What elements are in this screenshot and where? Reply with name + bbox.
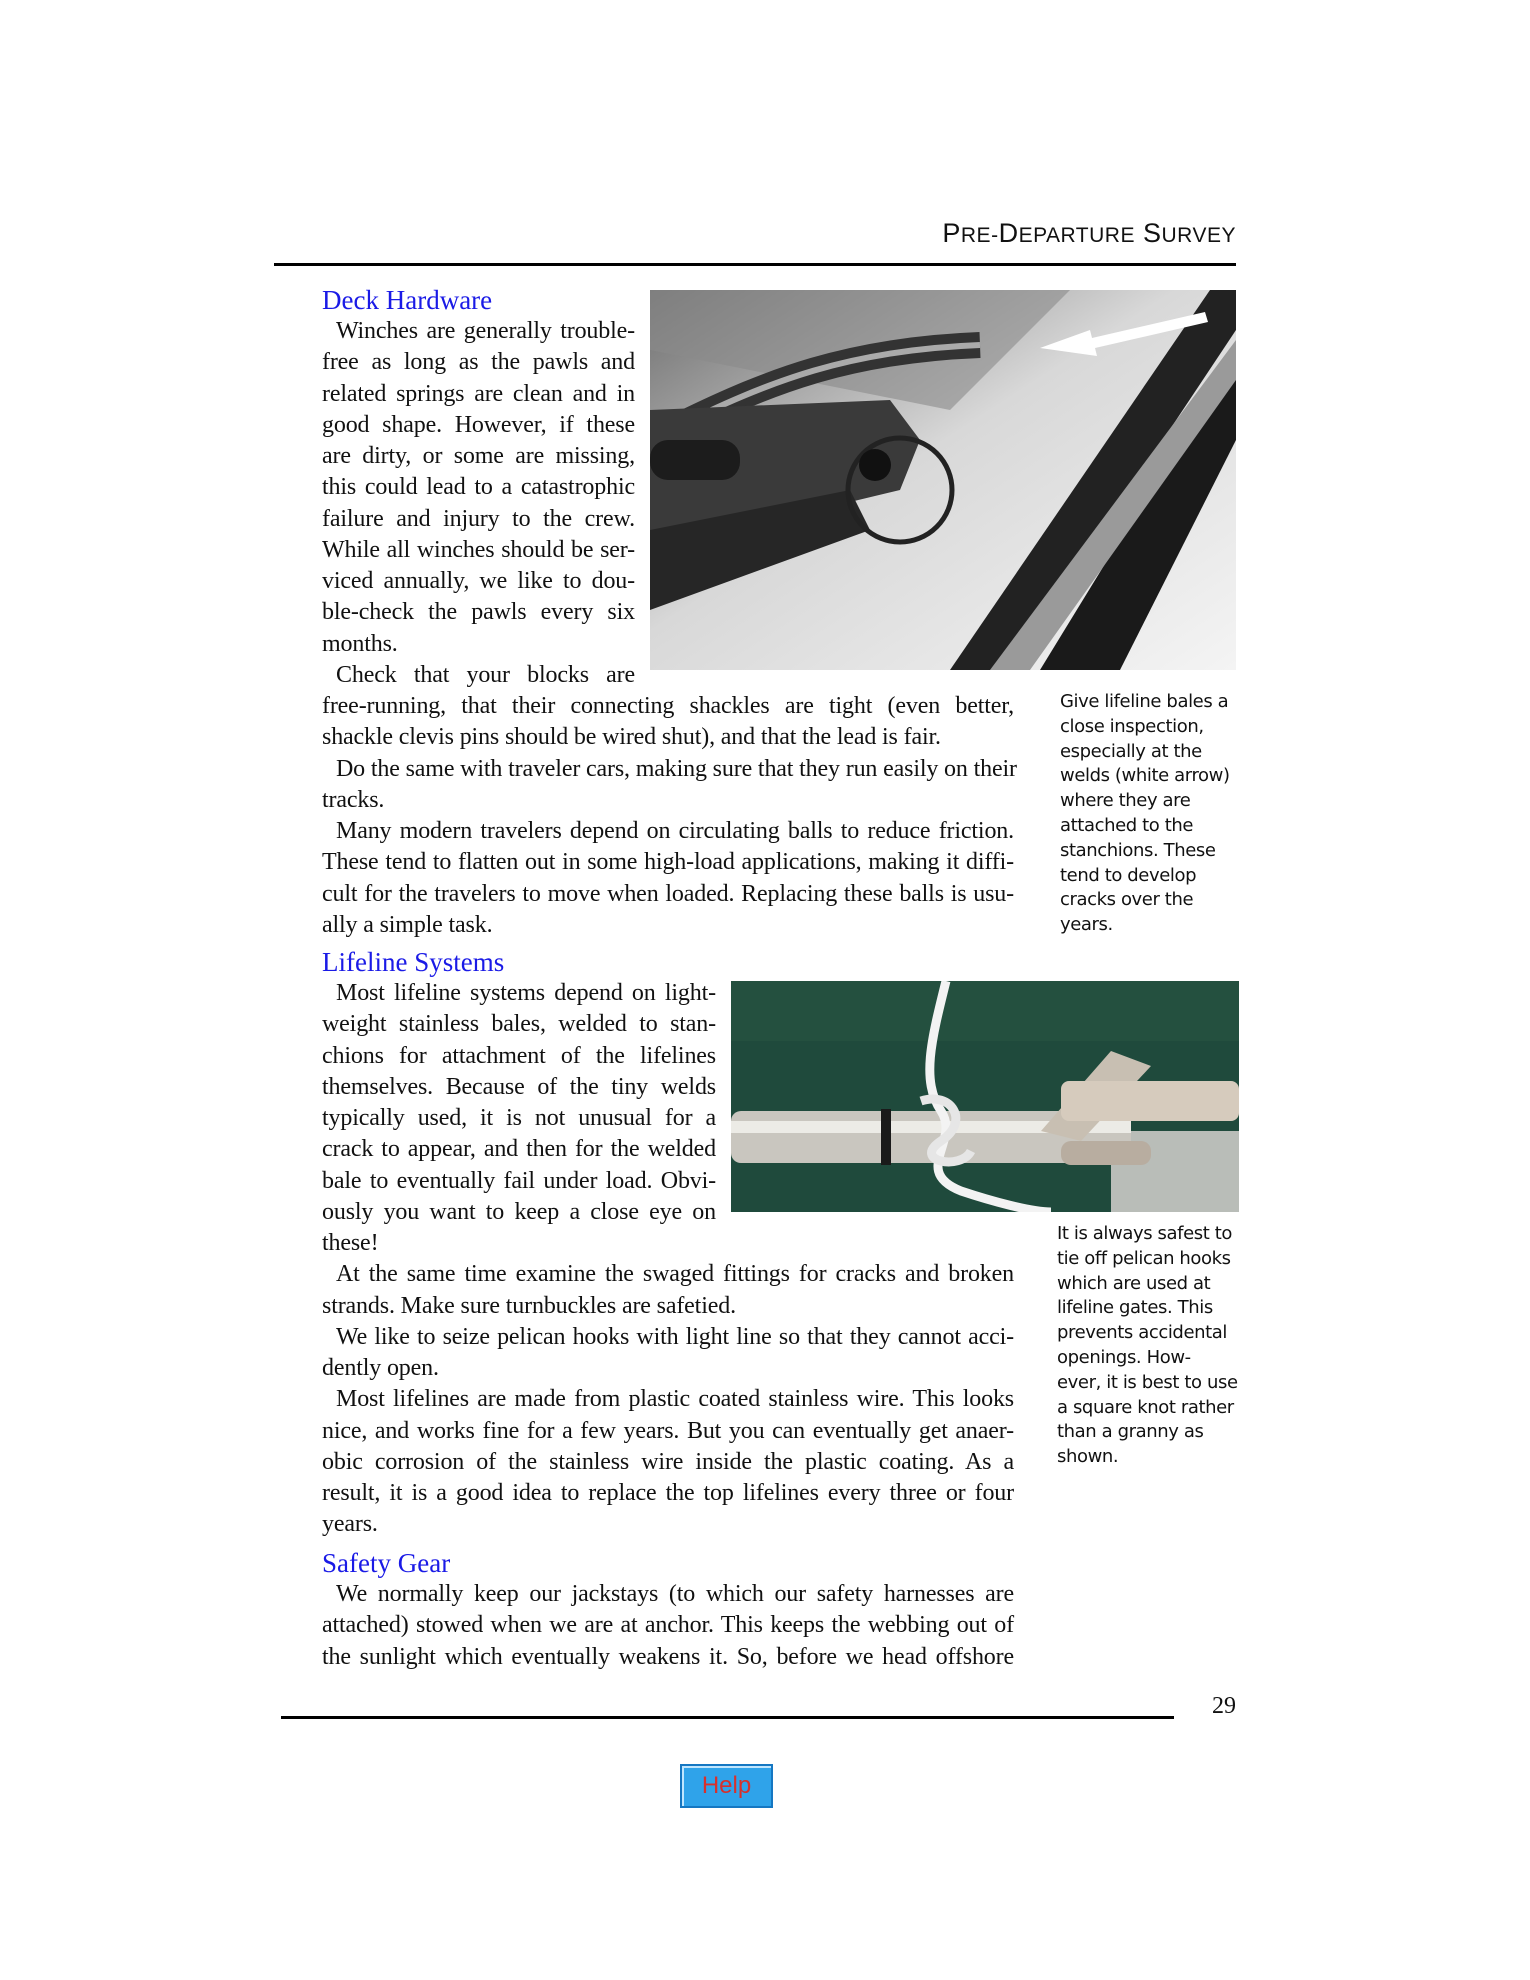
caption-line: which are used at	[1057, 1272, 1211, 1294]
bale-weld-photo	[650, 290, 1236, 670]
caption-line: tie off pelican hooks	[1057, 1247, 1231, 1269]
body-text-line: ble-check the pawls every six	[322, 599, 635, 626]
body-text-line: obic corrosion of the stainless wire inside the plastic coating. As a	[322, 1448, 1014, 1475]
body-text-line: nice, and works fine for a few years. But you can eventually get anaer-	[322, 1417, 1014, 1444]
body-text-line: tracks.	[322, 786, 385, 813]
body-text-line: These tend to flatten out in some high-load applications, making it diffi-	[322, 849, 1014, 876]
body-text-line: typically used, it is not unusual for a	[322, 1105, 716, 1131]
body-text-line: result, it is a good idea to replace the top lifelines every three or four	[322, 1480, 1014, 1506]
caption-line: tend to develop	[1060, 864, 1197, 886]
body-text-line: themselves. Because of the tiny welds	[322, 1073, 716, 1100]
caption-line: Give lifeline bales a	[1060, 691, 1229, 712]
body-text-line: Most lifeline systems depend on light-	[336, 980, 716, 1006]
body-text-line: crack to appear, and then for the welded	[322, 1136, 716, 1163]
body-text-line: Many modern travelers depend on circulating balls to reduce friction.	[336, 818, 1014, 844]
caption-line: openings. How-	[1057, 1346, 1191, 1368]
running-head: PRE-DEPARTURE SURVEY	[942, 218, 1236, 248]
section-heading: Lifeline Systems	[322, 947, 505, 977]
footer-rule	[281, 1716, 1174, 1719]
body-text-line: dently open.	[322, 1355, 439, 1381]
bale-photo-caption	[1060, 690, 1230, 938]
body-text-line: We like to seize pelican hooks with light line so that they cannot acci-	[336, 1323, 1014, 1350]
body-text-line: Check that your blocks are	[336, 661, 635, 688]
section-heading: Safety Gear	[322, 1548, 451, 1578]
caption-line: a square knot rather	[1057, 1396, 1234, 1418]
caption-line: where they are	[1060, 790, 1191, 812]
help-button[interactable]: Help	[680, 1764, 773, 1808]
caption-line: ever, it is best to use	[1057, 1371, 1238, 1393]
caption-line: especially at the	[1060, 740, 1202, 762]
body-text-line: While all winches should be ser-	[322, 536, 635, 563]
body-text-line: these!	[322, 1230, 379, 1256]
caption-line: lifeline gates. This	[1057, 1297, 1213, 1319]
header-rule	[274, 263, 1236, 266]
caption-line: attached to the	[1060, 814, 1194, 836]
body-text-line: strands. Make sure turnbuckles are safetied.	[322, 1292, 736, 1319]
caption-line: close inspection,	[1060, 715, 1204, 737]
body-text-line: ally a simple task.	[322, 911, 493, 938]
body-text-line: ously you want to keep a close eye on	[322, 1198, 716, 1225]
caption-line: welds (white arrow)	[1060, 765, 1230, 787]
body-text-line: good shape. However, if these	[322, 411, 635, 438]
body-text-line: the sunlight which eventually weakens it. So, before we head offshore	[322, 1643, 1014, 1670]
section-safety-gear	[322, 1548, 1014, 1673]
body-text-line: this could lead to a catastrophic	[322, 474, 635, 501]
body-text-line: are dirty, or some are missing,	[322, 443, 635, 469]
body-text-line: failure and injury to the crew.	[322, 505, 635, 532]
body-text-line: months.	[322, 630, 398, 657]
pelican-hook-photo	[731, 981, 1239, 1212]
caption-line: than a granny as	[1057, 1421, 1204, 1443]
caption-line: It is always safest to	[1057, 1223, 1232, 1244]
body-text-line: At the same time examine the swaged fittings for cracks and broken	[336, 1261, 1014, 1288]
body-text-line: chions for attachment of the lifelines	[322, 1042, 716, 1069]
body-text-line: years.	[322, 1511, 378, 1538]
body-text-line: Do the same with traveler cars, making sure that they run easily on their	[336, 755, 1017, 782]
body-text-line: bale to eventually fail under load. Obvi-	[322, 1167, 716, 1194]
caption-line: cracks over the	[1060, 889, 1194, 911]
body-text-line: shackle clevis pins should be wired shut), and that the lead is fair.	[322, 724, 941, 751]
body-text-line: free as long as the pawls and	[322, 349, 635, 376]
caption-line: prevents accidental	[1057, 1322, 1228, 1344]
body-text-line: We normally keep our jackstays (to which our safety harnesses are	[336, 1581, 1014, 1607]
caption-line: stanchions. These	[1060, 839, 1216, 861]
body-text-line: related springs are clean and in	[322, 380, 635, 407]
body-text-line: Most lifelines are made from plastic coated stainless wire. This looks	[336, 1386, 1014, 1413]
caption-line: shown.	[1057, 1446, 1119, 1468]
body-text-line: free-running, that their connecting shackles are tight (even better,	[322, 693, 1014, 719]
body-text-line: weight stainless bales, welded to stan-	[322, 1011, 716, 1038]
body-text-line: viced annually, we like to dou-	[322, 568, 635, 594]
pelican-photo-caption	[1057, 1222, 1238, 1470]
page-number: 29	[1212, 1693, 1236, 1719]
section-heading: Deck Hardware	[322, 285, 493, 315]
body-text-line: Winches are generally trouble-	[336, 318, 635, 344]
body-text-line: attached) stowed when we are at anchor. This keeps the webbing out of	[322, 1612, 1014, 1639]
body-text-line: cult for the travelers to move when loaded. Replacing these balls is usu-	[322, 880, 1014, 907]
caption-line: years.	[1060, 914, 1113, 936]
